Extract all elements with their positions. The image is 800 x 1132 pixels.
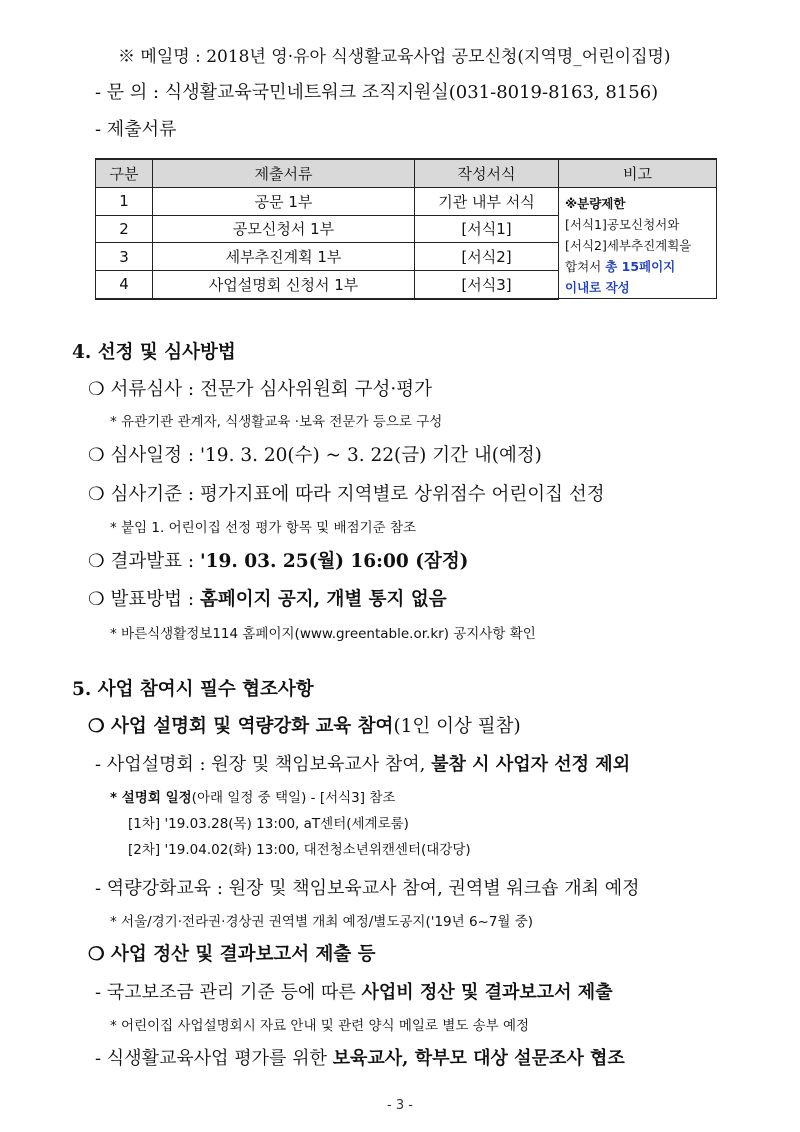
page-number: - 3 -: [387, 1098, 413, 1113]
briefing-schedule-note: [110, 786, 395, 806]
documents-table: [95, 158, 717, 300]
note-line-3: [서식2]세부추진계획을: [565, 238, 692, 253]
col-header-note: 비고: [559, 159, 717, 188]
result-value: '19. 03. 25(월) 16:00 (잠정): [199, 551, 469, 572]
cell-form: [서식2]: [415, 243, 559, 271]
capacity-training-note: * 서울/경기·전라권·경상권 권역별 개최 예정/별도공지('19년 6~7월 중): [110, 914, 534, 930]
settlement-note: * 어린이집 사업설명회시 자료 안내 및 관련 양식 메일로 별도 송부 예정: [110, 1018, 530, 1034]
table-row: [96, 188, 717, 216]
briefing-schedule-2: [2차] '19.04.02(화) 13:00, 대전청소년위캔센터(대강당): [128, 842, 471, 858]
note-line-4-emph: 총 15페이지: [605, 259, 676, 274]
note-line-5: 이내로 작성: [565, 280, 630, 295]
survey-plain: - 식생활교육사업 평가를 위한: [95, 1048, 333, 1069]
cell-form: [서식3]: [415, 270, 559, 298]
briefing-session-bold: 불참 시 사업자 선정 제외: [431, 754, 631, 775]
settlement-plain: - 국고보조금 관리 기준 등에 따른: [95, 982, 362, 1003]
briefing-session-line: [95, 750, 630, 776]
cell-doc: 세부추진계획 1부: [153, 243, 415, 271]
col-header-form: 작성서식: [415, 159, 559, 188]
col-header-no: 구분: [96, 159, 153, 188]
doc-review-note: * 유관기관 관계자, 식생활교육 ·보육 전문가 등으로 구성: [110, 414, 443, 430]
briefing-item-bold: ❍ 사업 설명회 및 역량강화 교육 참여: [88, 716, 394, 737]
briefing-schedule-note-bold: * 설명회 일정: [110, 790, 192, 806]
cell-no: 2: [96, 215, 153, 243]
cell-form: [서식1]: [415, 215, 559, 243]
briefing-item-plain: (1인 이상 필참): [393, 716, 521, 737]
settlement-line: [95, 978, 613, 1004]
result-item: [88, 547, 468, 573]
table-header-row: [96, 159, 717, 188]
col-header-doc: 제출서류: [153, 159, 415, 188]
doc-review-item: ❍ 서류심사 : 전문가 심사위원회 구성·평가: [88, 379, 433, 400]
cell-doc: 공모신청서 1부: [153, 215, 415, 243]
cell-doc: 공문 1부: [153, 188, 415, 216]
criteria-item: ❍ 심사기준 : 평가지표에 따라 지역별로 상위점수 어린이집 선정: [88, 484, 605, 505]
method-label: ❍ 발표방법 :: [88, 589, 200, 610]
cell-no: 3: [96, 243, 153, 271]
result-label: ❍ 결과발표 :: [88, 551, 200, 572]
briefing-schedule-1: [1차] '19.03.28(목) 13:00, aT센터(세계로룸): [128, 816, 409, 832]
method-item: [88, 585, 447, 611]
section-4-title: 4. 선정 및 심사방법: [72, 342, 236, 363]
method-note: * 바른식생활정보114 홈페이지(www.greentable.or.kr) 공지사항 확인: [110, 626, 536, 642]
method-value: 홈페이지 공지, 개별 통지 없음: [199, 589, 447, 610]
survey-line: [95, 1044, 625, 1070]
briefing-schedule-note-plain: (아래 일정 중 택일) - [서식3] 참조: [191, 790, 396, 806]
note-line-2: [서식1]공모신청서와: [565, 217, 680, 232]
mail-subject-line: ※ 메일명 : 2018년 영·유아 식생활교육사업 공모신청(지역명_어린이집명): [118, 47, 671, 67]
criteria-note: * 붙임 1. 어린이집 선정 평가 항목 및 배점기준 참조: [110, 520, 417, 536]
survey-bold: 보육교사, 학부모 대상 설문조사 협조: [332, 1048, 625, 1069]
cell-no: 1: [96, 188, 153, 216]
briefing-item: [88, 712, 521, 738]
settlement-bold: 사업비 정산 및 결과보고서 제출: [361, 982, 613, 1003]
inquiry-line: - 문 의 : 식생활교육국민네트워크 조직지원실(031-8019-8163, 8156): [95, 82, 659, 103]
briefing-session-plain: - 사업설명회 : 원장 및 책임보육교사 참여,: [95, 754, 432, 775]
documents-heading: - 제출서류: [95, 119, 177, 140]
capacity-training-line: - 역량강화교육 : 원장 및 책임보육교사 참여, 권역별 워크숍 개최 예정: [95, 878, 640, 899]
cell-no: 4: [96, 270, 153, 298]
cell-note: [559, 188, 717, 299]
note-line-1: ※분량제한: [565, 196, 626, 211]
note-line-4: 합쳐서: [565, 259, 606, 274]
cell-doc: 사업설명회 신청서 1부: [153, 270, 415, 298]
section-5-title: 5. 사업 참여시 필수 협조사항: [72, 679, 314, 700]
schedule-item: ❍ 심사일정 : '19. 3. 20(수) ~ 3. 22(금) 기간 내(예정): [88, 445, 542, 466]
settlement-item: ❍ 사업 정산 및 결과보고서 제출 등: [88, 944, 376, 965]
cell-form: 기관 내부 서식: [415, 188, 559, 216]
